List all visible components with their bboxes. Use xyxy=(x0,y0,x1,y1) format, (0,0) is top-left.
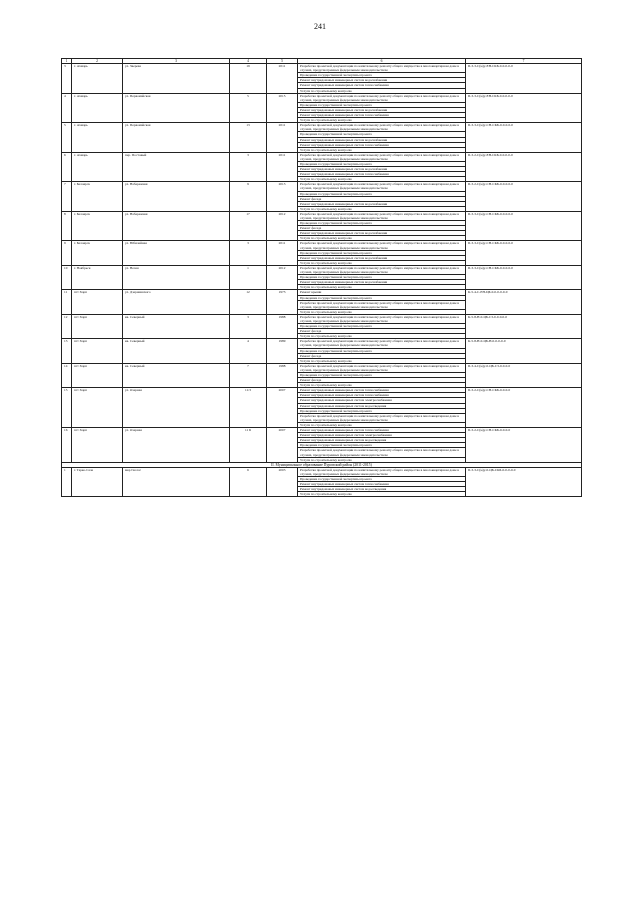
building-code-cell: II-3-2-С(м)у-СН-СКБ-0-0-0-0 xyxy=(466,428,582,463)
settlement-cell: г. Ахмарь xyxy=(72,123,123,153)
work-type-cell: Ремонт внутридомовых инженерных систем водоотведения xyxy=(298,438,466,443)
settlement-cell: г. Белоярск xyxy=(72,182,123,212)
row-number-cell: 4 xyxy=(62,93,72,123)
building-code-cell: II-3-2-C(м)у-ЕН-СКБ-0-0-0-0-0 xyxy=(466,152,582,182)
year-cell: 2011 xyxy=(267,152,298,182)
settlement-cell: г. Ноябрьск xyxy=(72,265,123,289)
settlement-cell: г. Ахмарь xyxy=(72,93,123,123)
section-title-cell: II. Муниципальное образование Пуровский район (2011-2015) xyxy=(62,462,582,467)
house-number-cell: 12 xyxy=(230,290,267,314)
year-cell: 2012 xyxy=(267,265,298,289)
house-number-cell: 9 xyxy=(230,182,267,212)
work-type-cell: Разработка проектной документации по капитальному ремонту общего имущества в многоквартирном доме в случаях, предусмотренных федеральным законодательством xyxy=(298,467,466,476)
header-cell: 1 xyxy=(62,59,72,64)
street-cell: ул. Набережная xyxy=(123,182,230,212)
row-number-cell: 9 xyxy=(62,241,72,265)
house-number-cell: 3 xyxy=(230,152,267,182)
house-number-cell: 3 xyxy=(230,314,267,338)
street-cell: мкр Геолог xyxy=(123,467,230,497)
year-cell: 1973 xyxy=(267,290,298,314)
table-row xyxy=(62,363,582,372)
work-type-cell: Ремонт фасада xyxy=(298,226,466,231)
work-type-cell: Разработка проектной документации по капитальному ремонту общего имущества в многоквартирном доме в случаях, предусмотренных федеральным законодательством xyxy=(298,339,466,348)
row-number-cell: 15 xyxy=(62,388,72,428)
row-number-cell: 6 xyxy=(62,152,72,182)
year-cell: 2007 xyxy=(267,388,298,428)
year-cell: 1988 xyxy=(267,314,298,338)
work-type-cell: Услуги по строительному контролю xyxy=(298,457,466,462)
work-type-cell: Услуги по строительному контролю xyxy=(298,236,466,241)
work-type-cell: Проведение государственной экспертизы проекта xyxy=(298,408,466,413)
row-number-cell: 13 xyxy=(62,339,72,363)
work-type-cell: Ремонт внутридомовых инженерных систем водоснабжения xyxy=(298,78,466,83)
work-type-cell: Ремонт внутридомовых инженерных систем электроснабжения xyxy=(298,433,466,438)
settlement-cell: г. Белоярск xyxy=(72,211,123,241)
work-type-cell: Проведение государственной экспертизы проекта xyxy=(298,443,466,448)
header-cell: 2 xyxy=(72,59,123,64)
work-type-cell: Услуги по строительному контролю xyxy=(298,492,466,497)
work-type-cell: Услуги по строительному контролю xyxy=(298,334,466,339)
work-type-cell: Ремонт внутридомовых инженерных систем водоотведения xyxy=(298,403,466,408)
work-type-cell: Разработка проектной документации по капитальному ремонту общего имущества в многоквартирном доме в случаях, предусмотренных федеральным законодательством xyxy=(298,64,466,73)
table-row xyxy=(62,265,582,274)
row-number-cell: 1 xyxy=(62,467,72,497)
table-row xyxy=(62,123,582,132)
row-number-cell: 10 xyxy=(62,265,72,289)
settlement-cell: пгт Харп xyxy=(72,388,123,428)
work-type-cell: Проведение государственной экспертизы проекта xyxy=(298,161,466,166)
street-cell: ул. Зверева xyxy=(123,64,230,94)
settlement-cell: г. Ахмарь xyxy=(72,152,123,182)
work-type-cell: Ремонт внутридомовых инженерных систем теплоснабжения xyxy=(298,388,466,393)
year-cell: 2011 xyxy=(267,123,298,153)
building-code-cell: II-3-2-C(м)у-СН-СКБ-0-0-0-0-0 xyxy=(466,182,582,212)
work-type-cell: Ремонт внутридомовых инженерных систем теплоснабжения xyxy=(298,113,466,118)
work-type-cell: Услуги по строительному контролю xyxy=(298,285,466,290)
building-code-cell: II-3-3-C(м)у-СН-СКБ-0-0-0-0-0 xyxy=(466,123,582,153)
work-type-cell: Проведение государственной экспертизы проекта xyxy=(298,373,466,378)
work-type-cell: Ремонт крыши xyxy=(298,290,466,295)
building-code-cell: II-3-2-С(м)у-СН-СКБ-0-0-0-0 xyxy=(466,388,582,428)
settlement-cell: пгт Харп xyxy=(72,314,123,338)
year-cell: 1989 xyxy=(267,339,298,363)
page-number: 241 xyxy=(314,22,326,31)
table-row xyxy=(62,211,582,220)
work-type-cell: Ремонт внутридомовых инженерных систем теплоснабжения xyxy=(298,482,466,487)
work-type-cell: Ремонт внутридомовых инженерных систем водоснабжения xyxy=(298,280,466,285)
house-number-cell: 11 Б xyxy=(230,428,267,463)
house-number-cell: 5 xyxy=(230,93,267,123)
work-type-cell: Проведение государственной экспертизы проекта xyxy=(298,132,466,137)
work-type-cell: Ремонт внутридомовых инженерных систем водоснабжения xyxy=(298,231,466,236)
street-cell: ул. Первомайская xyxy=(123,123,230,153)
row-number-cell: 8 xyxy=(62,211,72,241)
work-type-cell: Разработка проектной документации по капитальному ремонту общего имущества в многоквартирном доме в случаях, предусмотренных федеральным законодательством xyxy=(298,363,466,372)
work-type-cell: Ремонт внутридомовых инженерных систем теплоснабжения xyxy=(298,142,466,147)
year-cell: 2003 xyxy=(267,467,298,497)
settlement-cell: г. Тарко-Сале xyxy=(72,467,123,497)
work-type-cell: Проведение государственной экспертизы проекта xyxy=(298,102,466,107)
building-code-cell: II-3-3-С(м)у-0-ЦБ-СКБ-0-0-0-0-0 xyxy=(466,467,582,497)
building-code-cell: II-3-3-C(м)у-ЕН-СКБ-0-0-0-0-0 xyxy=(466,64,582,94)
house-number-cell: 17 xyxy=(230,211,267,241)
house-number-cell: 1 xyxy=(230,265,267,289)
settlement-cell: пгт Харп xyxy=(72,363,123,387)
work-type-cell: Услуги по строительному контролю xyxy=(298,147,466,152)
work-type-cell: Услуги по строительному контролю xyxy=(298,118,466,123)
header-cell: 4 xyxy=(230,59,267,64)
repair-program-table xyxy=(61,58,582,497)
work-type-cell: Услуги по строительному контролю xyxy=(298,260,466,265)
street-cell: кв. Северный xyxy=(123,339,230,363)
building-code-cell: II-3-3-C(м)у-ЕН-СКБ-0-0-0-0-0 xyxy=(466,93,582,123)
settlement-cell: пгт Харп xyxy=(72,339,123,363)
building-code-cell: II-3-4-С(м)у-0-ЦБ-СЗ-0-0-0-0 xyxy=(466,363,582,387)
building-code-cell: К-5-4-С-ЕН-ЦБ-0-0-0-0-0-0 xyxy=(466,290,582,314)
building-code-cell: II-3-3-C(м)у-СН-СКБ-0-0-0-0-0 xyxy=(466,265,582,289)
work-type-cell: Разработка проектной документации по капитальному ремонту общего имущества в многоквартирном доме в случаях, предусмотренных федеральным законодательством xyxy=(298,182,466,191)
settlement-cell: г. Белоярск xyxy=(72,241,123,265)
work-type-cell: Ремонт внутридомовых инженерных систем водоснабжения xyxy=(298,137,466,142)
work-type-cell: Разработка проектной документации по капитальному ремонту общего имущества в многоквартирном доме в случаях, предусмотренных федеральным законодательством xyxy=(298,241,466,250)
work-type-cell: Проведение государственной экспертизы проекта xyxy=(298,295,466,300)
work-type-cell: Ремонт внутридомовых инженерных систем водоотведения xyxy=(298,487,466,492)
header-cell: 6 xyxy=(298,59,466,64)
work-type-cell: Проведение государственной экспертизы проекта xyxy=(298,73,466,78)
table-row xyxy=(62,241,582,250)
year-cell: 2011 xyxy=(267,64,298,94)
table-row xyxy=(62,93,582,102)
house-number-cell: 7 xyxy=(230,363,267,387)
work-type-cell: Ремонт внутридомовых инженерных систем водоснабжения xyxy=(298,255,466,260)
street-cell: пер. Постовый xyxy=(123,152,230,182)
work-type-cell: Разработка проектной документации по капитальному ремонту общего имущества в многоквартирном доме в случаях, предусмотренных федеральным законодательством xyxy=(298,152,466,161)
row-number-cell: 11 xyxy=(62,290,72,314)
year-cell: 2012 xyxy=(267,211,298,241)
work-type-cell: Услуги по строительному контролю xyxy=(298,88,466,93)
street-cell: ул. Первомайская xyxy=(123,93,230,123)
work-type-cell: Услуги по строительному контролю xyxy=(298,422,466,427)
year-cell: 2011 xyxy=(267,241,298,265)
work-type-cell: Услуги по строительному контролю xyxy=(298,358,466,363)
table-row xyxy=(62,182,582,191)
work-type-cell: Разработка проектной документации по капитальному ремонту общего имущества в многоквартирном доме в случаях, предусмотренных федеральным законодательством xyxy=(298,413,466,422)
work-type-cell: Ремонт внутридомовых инженерных систем водоснабжения xyxy=(298,201,466,206)
building-code-cell: II-3-3-C(м)у-СН-СКБ-0-0-0-0-0 xyxy=(466,211,582,241)
work-type-cell: Проведение государственной экспертизы проекта xyxy=(298,324,466,329)
work-type-cell: Проведение государственной экспертизы проекта xyxy=(298,476,466,481)
work-type-cell: Ремонт фасада xyxy=(298,378,466,383)
row-number-cell: 7 xyxy=(62,182,72,212)
row-number-cell: 3 xyxy=(62,64,72,94)
work-type-cell: Разработка проектной документации по капитальному ремонту общего имущества в многоквартирном доме в случаях, предусмотренных федеральным законодательством xyxy=(298,314,466,323)
street-cell: кв. Северный xyxy=(123,363,230,387)
work-type-cell: Ремонт внутридомовых инженерных систем электроснабжения xyxy=(298,398,466,403)
work-type-cell: Ремонт внутридомовых инженерных систем водоснабжения xyxy=(298,107,466,112)
street-cell: ул. Озерная xyxy=(123,428,230,463)
house-number-cell: 11/3 xyxy=(230,388,267,428)
year-cell: 1988 xyxy=(267,363,298,387)
header-cell: 7 xyxy=(466,59,582,64)
work-type-cell: Ремонт фасада xyxy=(298,353,466,358)
row-number-cell: 12 xyxy=(62,314,72,338)
work-type-cell: Ремонт внутридомовых инженерных систем водоснабжения xyxy=(298,167,466,172)
work-type-cell: Услуги по строительному контролю xyxy=(298,177,466,182)
work-type-cell: Проведение государственной экспертизы проекта xyxy=(298,250,466,255)
table-row xyxy=(62,428,582,433)
work-type-cell: Ремонт фасада xyxy=(298,196,466,201)
street-cell: кв. Северный xyxy=(123,314,230,338)
work-type-cell: Услуги по строительному контролю xyxy=(298,383,466,388)
street-cell: ул. Юбилейная xyxy=(123,241,230,265)
table-row xyxy=(62,64,582,73)
house-number-cell: 6 xyxy=(230,467,267,497)
work-type-cell: Услуги по строительному контролю xyxy=(298,206,466,211)
house-number-cell: 4 xyxy=(230,339,267,363)
year-cell: 2007 xyxy=(267,428,298,463)
work-type-cell: Проведение государственной экспертизы проекта xyxy=(298,221,466,226)
header-cell: 3 xyxy=(123,59,230,64)
row-number-cell: 16 xyxy=(62,428,72,463)
building-code-cell: К-5-8-Н-0-ЦБ-Н-0-0-0-0-0 xyxy=(466,339,582,363)
settlement-cell: пгт Харп xyxy=(72,290,123,314)
work-type-cell: Разработка проектной документации по капитальному ремонту общего имущества в многоквартирном доме в случаях, предусмотренных федеральным законодательством xyxy=(298,448,466,457)
street-cell: ул. Набережная xyxy=(123,211,230,241)
house-number-cell: 13 xyxy=(230,123,267,153)
house-number-cell: 3 xyxy=(230,241,267,265)
work-type-cell: Проведение государственной экспертизы проекта xyxy=(298,191,466,196)
work-type-cell: Разработка проектной документации по капитальному ремонту общего имущества в многоквартирном доме в случаях, предусмотренных федеральным законодательством xyxy=(298,300,466,309)
table-row xyxy=(62,152,582,161)
row-number-cell: 14 xyxy=(62,363,72,387)
building-code-cell: К-5-8-Н-0-ЦБ-С3-0-0-0-0-0 xyxy=(466,314,582,338)
work-type-cell: Разработка проектной документации по капитальному ремонту общего имущества в многоквартирном доме в случаях, предусмотренных федеральным законодательством xyxy=(298,123,466,132)
street-cell: ул. Нечая xyxy=(123,265,230,289)
work-type-cell: Разработка проектной документации по капитальному ремонту общего имущества в многоквартирном доме в случаях, предусмотренных федеральным законодательством xyxy=(298,265,466,274)
header-cell: 5 xyxy=(267,59,298,64)
settlement-cell: пгт Харп xyxy=(72,428,123,463)
work-type-cell: Услуги по строительному контролю xyxy=(298,309,466,314)
table-row xyxy=(62,388,582,393)
table-row xyxy=(62,314,582,323)
table-row xyxy=(62,339,582,348)
work-type-cell: Ремонт внутридомовых инженерных систем теплоснабжения xyxy=(298,393,466,398)
work-type-cell: Ремонт внутридомовых инженерных систем теплоснабжения xyxy=(298,172,466,177)
year-cell: 2015 xyxy=(267,93,298,123)
work-type-cell: Ремонт фасада xyxy=(298,329,466,334)
work-type-cell: Ремонт внутридомовых инженерных систем теплоснабжения xyxy=(298,428,466,433)
street-cell: ул. Озерная xyxy=(123,388,230,428)
work-type-cell: Проведение государственной экспертизы проекта xyxy=(298,348,466,353)
table-row xyxy=(62,467,582,476)
year-cell: 2013 xyxy=(267,182,298,212)
street-cell: ул. Дзержинского xyxy=(123,290,230,314)
work-type-cell: Разработка проектной документации по капитальному ремонту общего имущества в многоквартирном доме в случаях, предусмотренных федеральным законодательством xyxy=(298,211,466,220)
work-type-cell: Проведение государственной экспертизы проекта xyxy=(298,275,466,280)
building-code-cell: II-3-3-C(м)у-СН-СКБ-0-0-0-0-0 xyxy=(466,241,582,265)
row-number-cell: 5 xyxy=(62,123,72,153)
settlement-cell: г. Ахмарь xyxy=(72,64,123,94)
house-number-cell: 19 xyxy=(230,64,267,94)
work-type-cell: Ремонт внутридомовых инженерных систем теплоснабжения xyxy=(298,83,466,88)
work-type-cell: Разработка проектной документации по капитальному ремонту общего имущества в многоквартирном доме в случаях, предусмотренных федеральным законодательством xyxy=(298,93,466,102)
